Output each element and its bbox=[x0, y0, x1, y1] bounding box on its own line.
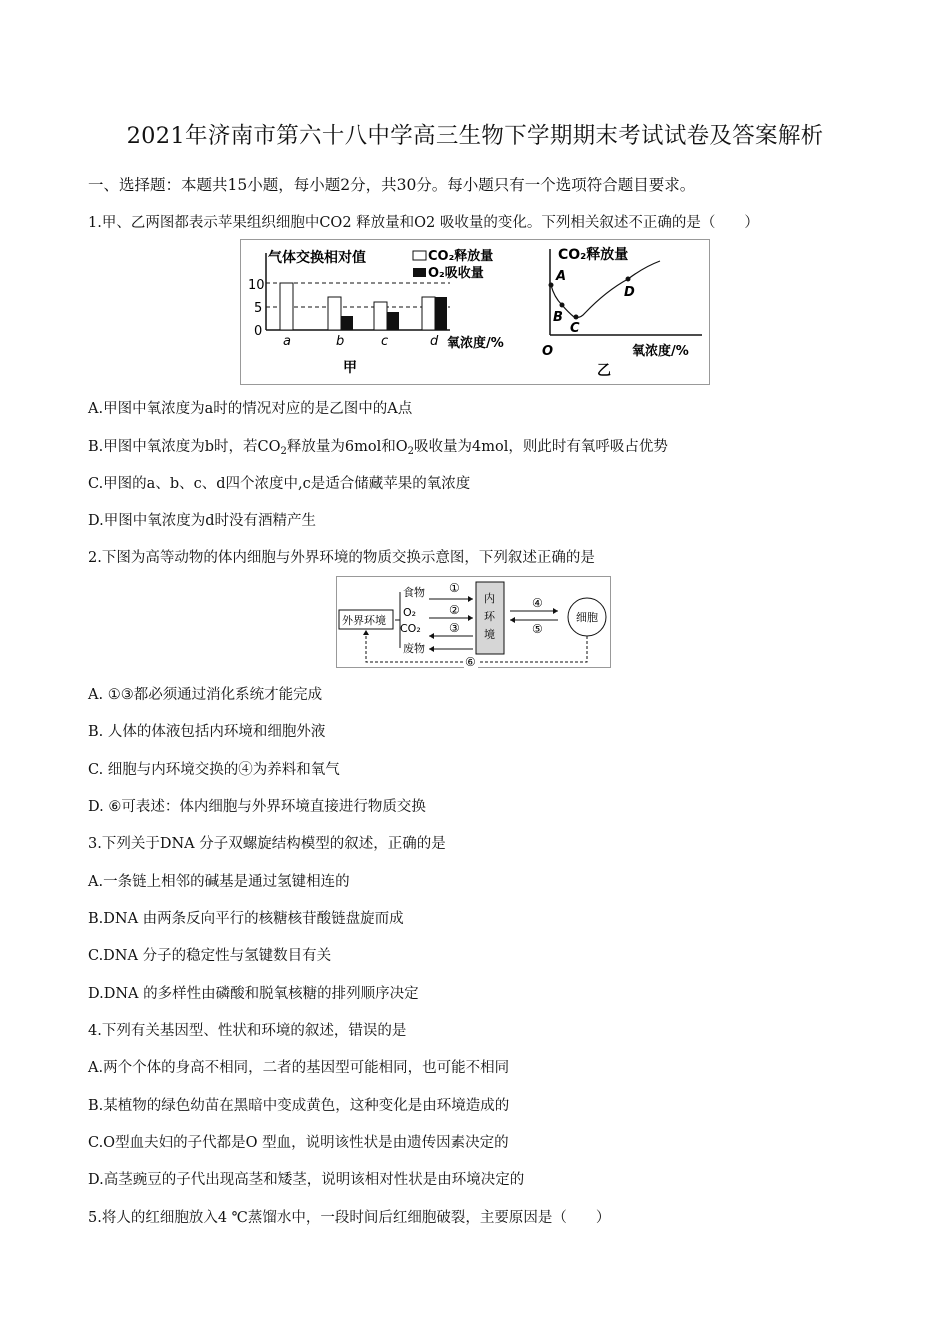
q2-stem: 2.下图为高等动物的体内细胞与外界环境的物质交换示意图，下列叙述正确的是 bbox=[88, 550, 595, 566]
bar-c-co2 bbox=[374, 302, 387, 330]
legend-o2-label: O₂吸收量 bbox=[428, 266, 484, 281]
q4-stem: 4.下列有关基因型、性状和环境的叙述，错误的是 bbox=[88, 1023, 407, 1039]
document-title: 2021年济南市第六十八中学高三生物下学期期末考试试卷及答案解析 bbox=[126, 123, 824, 149]
bar-d-co2 bbox=[422, 297, 435, 330]
q2-option-c: C. 细胞与内环境交换的④为养料和氧气 bbox=[88, 762, 340, 778]
marker-2: ② bbox=[449, 603, 460, 617]
q1-option-a: A.甲图中氧浓度为a时的情况对应的是乙图中的A点 bbox=[88, 401, 413, 417]
q4-option-c: C.O型血夫妇的子代都是O 型血，说明该性状是由遗传因素决定的 bbox=[88, 1135, 509, 1151]
q1-option-b-part2: 释放量为6mol和O bbox=[286, 439, 408, 455]
q2-option-a: A. ①③都必须通过消化系统才能完成 bbox=[88, 687, 323, 703]
marker-1: ① bbox=[449, 581, 460, 595]
marker-5: ⑤ bbox=[532, 622, 543, 636]
yi-xlabel: 氧浓度/% bbox=[632, 344, 689, 359]
internal-env-char-1: 内 bbox=[484, 592, 495, 605]
internal-env-char-3: 境 bbox=[484, 628, 495, 641]
bar-a-co2 bbox=[280, 283, 293, 330]
yi-label-a: A bbox=[556, 269, 567, 284]
q1-option-b-sub2: 2 bbox=[407, 446, 415, 457]
bar-d-o2 bbox=[435, 297, 447, 330]
q1-stem: 1.甲、乙两图都表示苹果组织细胞中CO2 释放量和O2 吸收量的变化。下列相关叙述不正确的是（ ） bbox=[88, 215, 759, 231]
q5-stem: 5.将人的红细胞放入4 ℃蒸馏水中，一段时间后红细胞破裂，主要原因是（ ） bbox=[88, 1210, 611, 1226]
q2-option-d: D. ⑥可表述：体内细胞与外界环境直接进行物质交换 bbox=[88, 799, 426, 815]
internal-env-char-2: 环 bbox=[484, 610, 495, 623]
jia-xtick-a: a bbox=[283, 334, 291, 349]
q3-option-c: C.DNA 分子的稳定性与氢键数目有关 bbox=[88, 948, 332, 964]
q4-option-a: A.两个个体的身高不相同，二者的基因型可能相同，也可能不相同 bbox=[88, 1060, 510, 1076]
q1-option-c: C.甲图的a、b、c、d四个浓度中,c是适合储藏苹果的氧浓度 bbox=[88, 476, 471, 492]
yi-caption: 乙 bbox=[597, 363, 611, 379]
q2-option-b: B. 人体的体液包括内环境和细胞外液 bbox=[88, 724, 326, 740]
jia-ylabel: 气体交换相对值 bbox=[268, 250, 366, 266]
jia-xtick-b: b bbox=[336, 334, 345, 349]
legend-o2-swatch bbox=[413, 268, 426, 277]
marker-4: ④ bbox=[532, 596, 543, 610]
q4-option-d: D.高茎豌豆的子代出现高茎和矮茎，说明该相对性状是由环境决定的 bbox=[88, 1172, 525, 1188]
q1-option-d: D.甲图中氧浓度为d时没有酒精产生 bbox=[88, 513, 316, 529]
waste-label: 废物 bbox=[403, 642, 425, 655]
legend-co2-label: CO₂释放量 bbox=[428, 249, 494, 264]
yi-label-c: C bbox=[570, 321, 580, 336]
yi-point-c bbox=[574, 315, 579, 320]
q1-option-b-part1: B.甲图中氧浓度为b时，若CO bbox=[88, 439, 281, 455]
q1-option-b bbox=[88, 435, 668, 457]
jia-ytick-10: 10 bbox=[248, 278, 265, 293]
yi-point-b bbox=[560, 303, 565, 308]
co2-label: CO₂ bbox=[400, 622, 421, 635]
q2-figure bbox=[336, 576, 611, 672]
q1-figure-svg bbox=[240, 239, 710, 385]
yi-point-a bbox=[549, 283, 554, 288]
jia-xlabel: 氧浓度/% bbox=[447, 336, 504, 351]
q3-option-d: D.DNA 的多样性由磷酸和脱氧核糖的排列顺序决定 bbox=[88, 986, 419, 1002]
yi-origin: O bbox=[542, 344, 554, 359]
yi-point-d bbox=[626, 277, 631, 282]
q4-option-b: B.某植物的绿色幼苗在黑暗中变成黄色，这种变化是由环境造成的 bbox=[88, 1098, 510, 1114]
q1-option-b-sub1: 2 bbox=[280, 446, 287, 457]
section-heading: 一、选择题：本题共15小题，每小题2分，共30分。每小题只有一个选项符合题目要求。 bbox=[88, 176, 696, 194]
jia-ytick-5: 5 bbox=[254, 301, 263, 316]
external-env-label: 外界环境 bbox=[342, 614, 386, 627]
q2-figure-svg bbox=[336, 576, 611, 668]
cell-label: 细胞 bbox=[576, 611, 598, 624]
marker-6: ⑥ bbox=[465, 655, 476, 668]
q3-option-a: A.一条链上相邻的碱基是通过氢键相连的 bbox=[88, 874, 350, 890]
q3-stem: 3.下列关于DNA 分子双螺旋结构模型的叙述，正确的是 bbox=[88, 836, 446, 852]
jia-xtick-c: c bbox=[381, 334, 389, 349]
jia-caption: 甲 bbox=[343, 360, 357, 376]
q3-option-b: B.DNA 由两条反向平行的核糖核苷酸链盘旋而成 bbox=[88, 911, 404, 927]
legend-co2-swatch bbox=[413, 251, 426, 260]
q1-figure bbox=[240, 239, 710, 389]
marker-3: ③ bbox=[449, 621, 460, 635]
yi-label-d: D bbox=[624, 285, 635, 300]
bar-b-o2 bbox=[341, 316, 353, 330]
jia-xtick-d: d bbox=[430, 334, 439, 349]
bar-c-o2 bbox=[387, 312, 399, 330]
o2-label: O₂ bbox=[403, 606, 417, 619]
bar-b-co2 bbox=[328, 297, 341, 330]
q1-option-b-part3: 吸收量为4mol，则此时有氧呼吸占优势 bbox=[414, 439, 668, 455]
food-label: 食物 bbox=[403, 586, 425, 599]
yi-label-b: B bbox=[553, 310, 563, 325]
jia-ytick-0: 0 bbox=[254, 324, 263, 339]
yi-ylabel: CO₂释放量 bbox=[558, 247, 629, 263]
